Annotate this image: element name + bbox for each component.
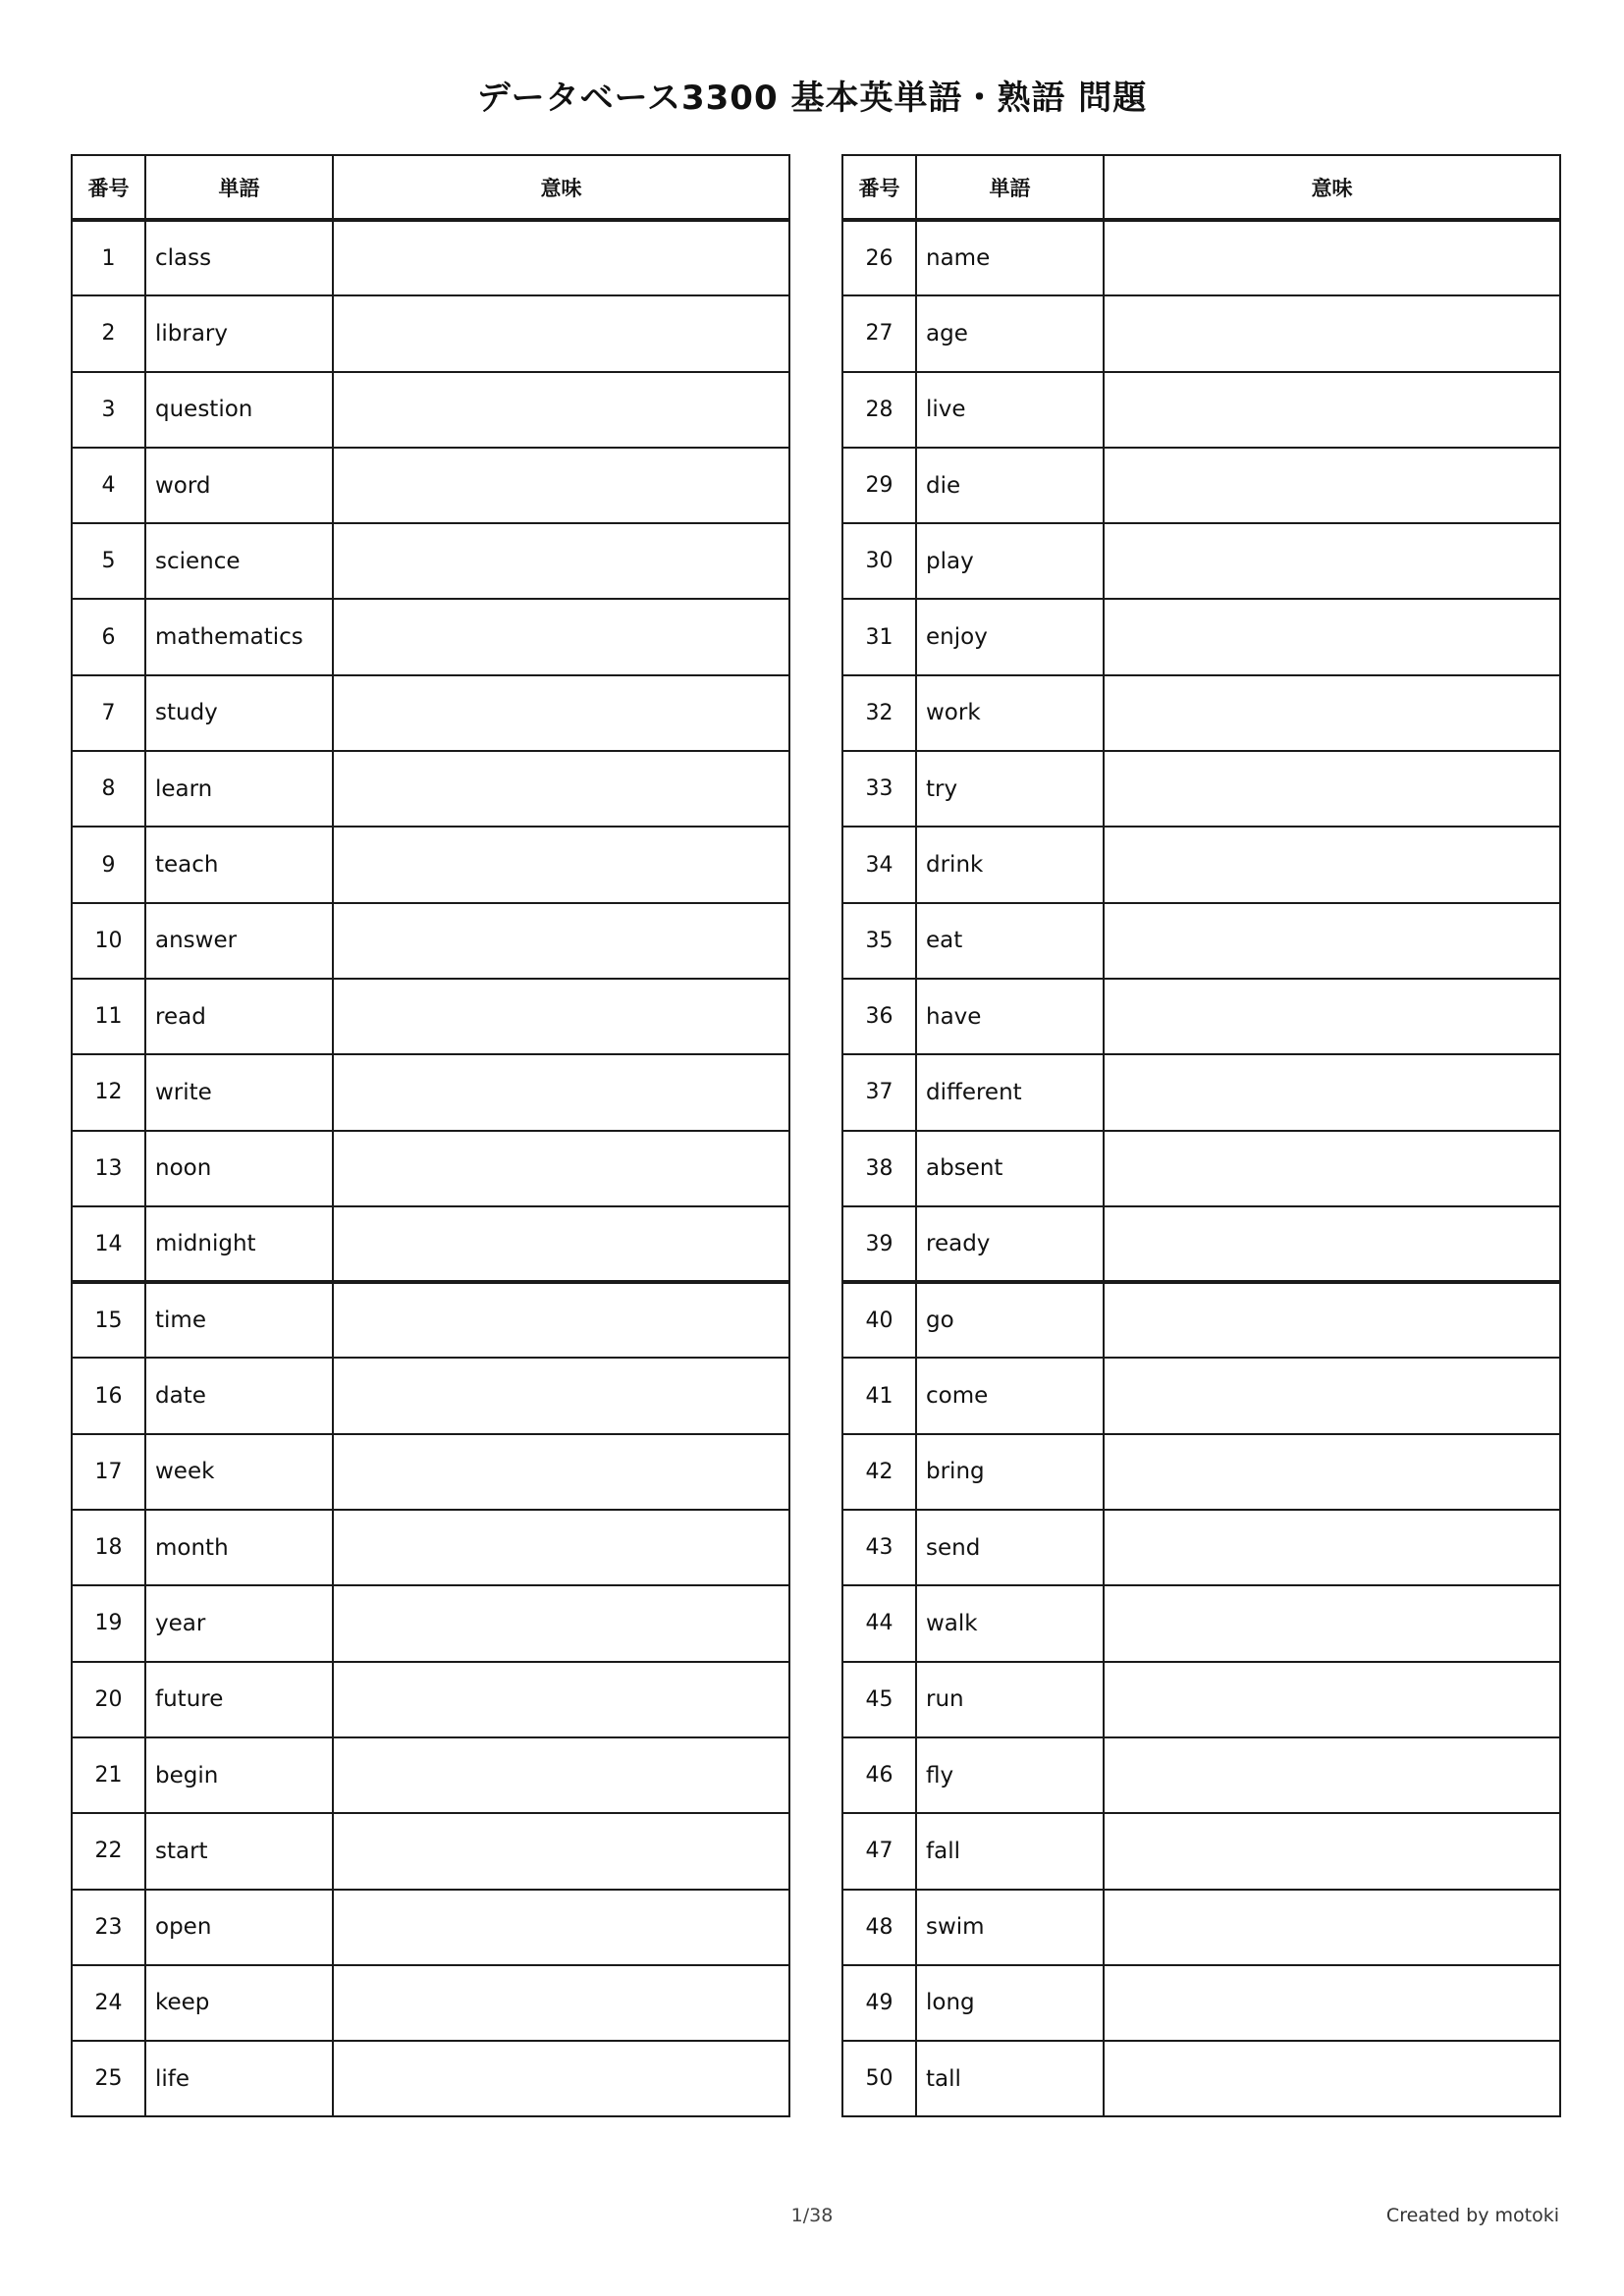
- item-number: 23: [72, 1890, 145, 1965]
- item-number: 5: [72, 523, 145, 599]
- meaning-answer-cell[interactable]: [333, 1510, 789, 1585]
- page-title: データベース3300 基本英単語・熟語 問題: [476, 79, 1148, 118]
- table-row: [72, 1965, 789, 2041]
- vocab-rows-left: [72, 220, 789, 2116]
- item-word: midnight: [145, 1206, 333, 1282]
- table-row: [842, 1510, 1560, 1585]
- table-row: [842, 1585, 1560, 1661]
- table-row: [842, 1131, 1560, 1206]
- table-row: [72, 1434, 789, 1510]
- item-word: send: [916, 1510, 1104, 1585]
- table-row: [842, 1206, 1560, 1282]
- table-row: [842, 979, 1560, 1054]
- item-word: future: [145, 1662, 333, 1737]
- item-number: 17: [72, 1434, 145, 1510]
- table-row: [72, 827, 789, 902]
- header-word: 単語: [145, 155, 333, 220]
- meaning-answer-cell[interactable]: [1104, 1282, 1560, 1358]
- table-row: [72, 295, 789, 371]
- table-row: [72, 1206, 789, 1282]
- table-row: [72, 751, 789, 827]
- item-number: 20: [72, 1662, 145, 1737]
- item-word: science: [145, 523, 333, 599]
- item-number: 35: [842, 903, 916, 979]
- table-row: [72, 599, 789, 674]
- table-row: [72, 1813, 789, 1889]
- table-row: [72, 523, 789, 599]
- table-row: [72, 1054, 789, 1130]
- item-word: fly: [916, 1737, 1104, 1813]
- item-word: noon: [145, 1131, 333, 1206]
- item-number: 50: [842, 2041, 916, 2116]
- table-row: [72, 675, 789, 751]
- table-row: [842, 1737, 1560, 1813]
- meaning-answer-cell[interactable]: [1104, 1206, 1560, 1282]
- meaning-answer-cell[interactable]: [1104, 1510, 1560, 1585]
- meaning-answer-cell[interactable]: [333, 220, 789, 295]
- item-number: 13: [72, 1131, 145, 1206]
- meaning-answer-cell[interactable]: [333, 1662, 789, 1737]
- item-word: walk: [916, 1585, 1104, 1661]
- item-word: die: [916, 448, 1104, 523]
- meaning-answer-cell[interactable]: [1104, 1813, 1560, 1889]
- item-number: 12: [72, 1054, 145, 1130]
- item-number: 2: [72, 295, 145, 371]
- item-number: 29: [842, 448, 916, 523]
- item-word: date: [145, 1358, 333, 1433]
- table-row: [842, 372, 1560, 448]
- item-number: 38: [842, 1131, 916, 1206]
- item-word: swim: [916, 1890, 1104, 1965]
- item-number: 39: [842, 1206, 916, 1282]
- item-word: question: [145, 372, 333, 448]
- item-word: read: [145, 979, 333, 1054]
- meaning-answer-cell[interactable]: [1104, 1131, 1560, 1206]
- item-number: 34: [842, 827, 916, 902]
- item-number: 25: [72, 2041, 145, 2116]
- item-word: absent: [916, 1131, 1104, 1206]
- meaning-answer-cell[interactable]: [333, 1585, 789, 1661]
- item-number: 18: [72, 1510, 145, 1585]
- item-word: different: [916, 1054, 1104, 1130]
- vocab-rows-right: [842, 220, 1560, 2116]
- header-row: [72, 155, 789, 220]
- item-number: 30: [842, 523, 916, 599]
- item-word: ready: [916, 1206, 1104, 1282]
- table-row: [842, 675, 1560, 751]
- item-word: have: [916, 979, 1104, 1054]
- table-row: [72, 1358, 789, 1433]
- meaning-answer-cell[interactable]: [1104, 1434, 1560, 1510]
- item-word: tall: [916, 2041, 1104, 2116]
- meaning-answer-cell[interactable]: [333, 1206, 789, 1282]
- item-number: 6: [72, 599, 145, 674]
- table-row: [842, 1054, 1560, 1130]
- item-word: bring: [916, 1434, 1104, 1510]
- table-row: [842, 220, 1560, 295]
- meaning-answer-cell[interactable]: [333, 675, 789, 751]
- header-number: 番号: [72, 155, 145, 220]
- item-number: 37: [842, 1054, 916, 1130]
- meaning-answer-cell[interactable]: [333, 1890, 789, 1965]
- meaning-answer-cell[interactable]: [333, 1358, 789, 1433]
- item-number: 21: [72, 1737, 145, 1813]
- item-number: 24: [72, 1965, 145, 2041]
- meaning-answer-cell[interactable]: [333, 1434, 789, 1510]
- meaning-answer-cell[interactable]: [333, 2041, 789, 2116]
- meaning-answer-cell[interactable]: [333, 903, 789, 979]
- table-row: [72, 979, 789, 1054]
- item-number: 14: [72, 1206, 145, 1282]
- item-number: 32: [842, 675, 916, 751]
- item-number: 43: [842, 1510, 916, 1585]
- item-number: 46: [842, 1737, 916, 1813]
- table-row: [72, 448, 789, 523]
- item-word: fall: [916, 1813, 1104, 1889]
- meaning-answer-cell[interactable]: [333, 979, 789, 1054]
- meaning-answer-cell[interactable]: [1104, 448, 1560, 523]
- table-row: [842, 751, 1560, 827]
- table-row: [72, 2041, 789, 2116]
- meaning-answer-cell[interactable]: [1104, 1890, 1560, 1965]
- item-number: 49: [842, 1965, 916, 2041]
- table-row: [842, 1282, 1560, 1358]
- table-row: [842, 448, 1560, 523]
- item-word: begin: [145, 1737, 333, 1813]
- vocab-table-right: [841, 154, 1561, 2117]
- table-row: [842, 1965, 1560, 2041]
- item-word: try: [916, 751, 1104, 827]
- item-word: class: [145, 220, 333, 295]
- item-word: month: [145, 1510, 333, 1585]
- table-row: [842, 1662, 1560, 1737]
- item-word: week: [145, 1434, 333, 1510]
- item-word: teach: [145, 827, 333, 902]
- item-number: 11: [72, 979, 145, 1054]
- meaning-answer-cell[interactable]: [333, 1965, 789, 2041]
- table-row: [842, 523, 1560, 599]
- item-number: 19: [72, 1585, 145, 1661]
- item-number: 4: [72, 448, 145, 523]
- meaning-answer-cell[interactable]: [1104, 220, 1560, 295]
- item-number: 8: [72, 751, 145, 827]
- table-row: [842, 1890, 1560, 1965]
- item-number: 41: [842, 1358, 916, 1433]
- table-row: [842, 1813, 1560, 1889]
- meaning-answer-cell[interactable]: [1104, 675, 1560, 751]
- meaning-answer-cell[interactable]: [1104, 1662, 1560, 1737]
- meaning-answer-cell[interactable]: [333, 372, 789, 448]
- item-number: 28: [842, 372, 916, 448]
- meaning-answer-cell[interactable]: [1104, 1965, 1560, 2041]
- item-word: life: [145, 2041, 333, 2116]
- meaning-answer-cell[interactable]: [333, 827, 789, 902]
- item-number: 36: [842, 979, 916, 1054]
- item-word: study: [145, 675, 333, 751]
- meaning-answer-cell[interactable]: [1104, 1737, 1560, 1813]
- item-number: 31: [842, 599, 916, 674]
- item-word: year: [145, 1585, 333, 1661]
- item-word: go: [916, 1282, 1104, 1358]
- table-row: [72, 1282, 789, 1358]
- meaning-answer-cell[interactable]: [1104, 903, 1560, 979]
- item-number: 48: [842, 1890, 916, 1965]
- meaning-answer-cell[interactable]: [1104, 1358, 1560, 1433]
- meaning-answer-cell[interactable]: [333, 295, 789, 371]
- meaning-answer-cell[interactable]: [333, 523, 789, 599]
- item-number: 44: [842, 1585, 916, 1661]
- item-number: 15: [72, 1282, 145, 1358]
- table-row: [72, 1585, 789, 1661]
- meaning-answer-cell[interactable]: [333, 1131, 789, 1206]
- header-number: 番号: [842, 155, 916, 220]
- meaning-answer-cell[interactable]: [1104, 751, 1560, 827]
- table-row: [72, 372, 789, 448]
- item-number: 47: [842, 1813, 916, 1889]
- meaning-answer-cell[interactable]: [1104, 979, 1560, 1054]
- item-word: eat: [916, 903, 1104, 979]
- table-row: [842, 1358, 1560, 1433]
- item-number: 10: [72, 903, 145, 979]
- item-number: 27: [842, 295, 916, 371]
- header-word: 単語: [916, 155, 1104, 220]
- meaning-answer-cell[interactable]: [1104, 827, 1560, 902]
- item-number: 33: [842, 751, 916, 827]
- item-number: 16: [72, 1358, 145, 1433]
- table-row: [842, 2041, 1560, 2116]
- meaning-answer-cell[interactable]: [333, 1282, 789, 1358]
- item-word: come: [916, 1358, 1104, 1433]
- item-number: 9: [72, 827, 145, 902]
- item-word: answer: [145, 903, 333, 979]
- item-word: open: [145, 1890, 333, 1965]
- meaning-answer-cell[interactable]: [333, 1737, 789, 1813]
- item-word: play: [916, 523, 1104, 599]
- table-row: [72, 220, 789, 295]
- item-number: 40: [842, 1282, 916, 1358]
- item-number: 42: [842, 1434, 916, 1510]
- item-word: time: [145, 1282, 333, 1358]
- meaning-answer-cell[interactable]: [333, 1813, 789, 1889]
- item-number: 1: [72, 220, 145, 295]
- item-word: start: [145, 1813, 333, 1889]
- meaning-answer-cell[interactable]: [1104, 523, 1560, 599]
- table-row: [842, 599, 1560, 674]
- credit-text: Created by motoki: [1385, 2205, 1559, 2226]
- item-word: drink: [916, 827, 1104, 902]
- table-row: [842, 827, 1560, 902]
- table-row: [72, 1131, 789, 1206]
- meaning-answer-cell[interactable]: [1104, 599, 1560, 674]
- item-word: run: [916, 1662, 1104, 1737]
- item-number: 7: [72, 675, 145, 751]
- item-word: write: [145, 1054, 333, 1130]
- meaning-answer-cell[interactable]: [1104, 2041, 1560, 2116]
- item-word: name: [916, 220, 1104, 295]
- item-word: word: [145, 448, 333, 523]
- table-row: [842, 295, 1560, 371]
- item-word: library: [145, 295, 333, 371]
- item-word: enjoy: [916, 599, 1104, 674]
- meaning-answer-cell[interactable]: [333, 599, 789, 674]
- meaning-answer-cell[interactable]: [333, 1054, 789, 1130]
- item-word: learn: [145, 751, 333, 827]
- item-word: long: [916, 1965, 1104, 2041]
- meaning-answer-cell[interactable]: [333, 448, 789, 523]
- item-word: mathematics: [145, 599, 333, 674]
- table-row: [72, 1662, 789, 1737]
- meaning-answer-cell[interactable]: [1104, 1585, 1560, 1661]
- meaning-answer-cell[interactable]: [1104, 372, 1560, 448]
- item-word: keep: [145, 1965, 333, 2041]
- item-number: 3: [72, 372, 145, 448]
- header-meaning: 意味: [333, 155, 789, 220]
- page-number: 1/38: [790, 2205, 834, 2226]
- table-row: [72, 1510, 789, 1585]
- header-row: [842, 155, 1560, 220]
- item-number: 22: [72, 1813, 145, 1889]
- item-number: 26: [842, 220, 916, 295]
- vocab-table-left: [71, 154, 790, 2117]
- table-row: [842, 903, 1560, 979]
- header-meaning: 意味: [1104, 155, 1560, 220]
- table-row: [72, 1737, 789, 1813]
- table-row: [842, 1434, 1560, 1510]
- item-number: 45: [842, 1662, 916, 1737]
- table-row: [72, 1890, 789, 1965]
- meaning-answer-cell[interactable]: [1104, 1054, 1560, 1130]
- item-word: live: [916, 372, 1104, 448]
- item-word: work: [916, 675, 1104, 751]
- meaning-answer-cell[interactable]: [333, 751, 789, 827]
- meaning-answer-cell[interactable]: [1104, 295, 1560, 371]
- table-row: [72, 903, 789, 979]
- item-word: age: [916, 295, 1104, 371]
